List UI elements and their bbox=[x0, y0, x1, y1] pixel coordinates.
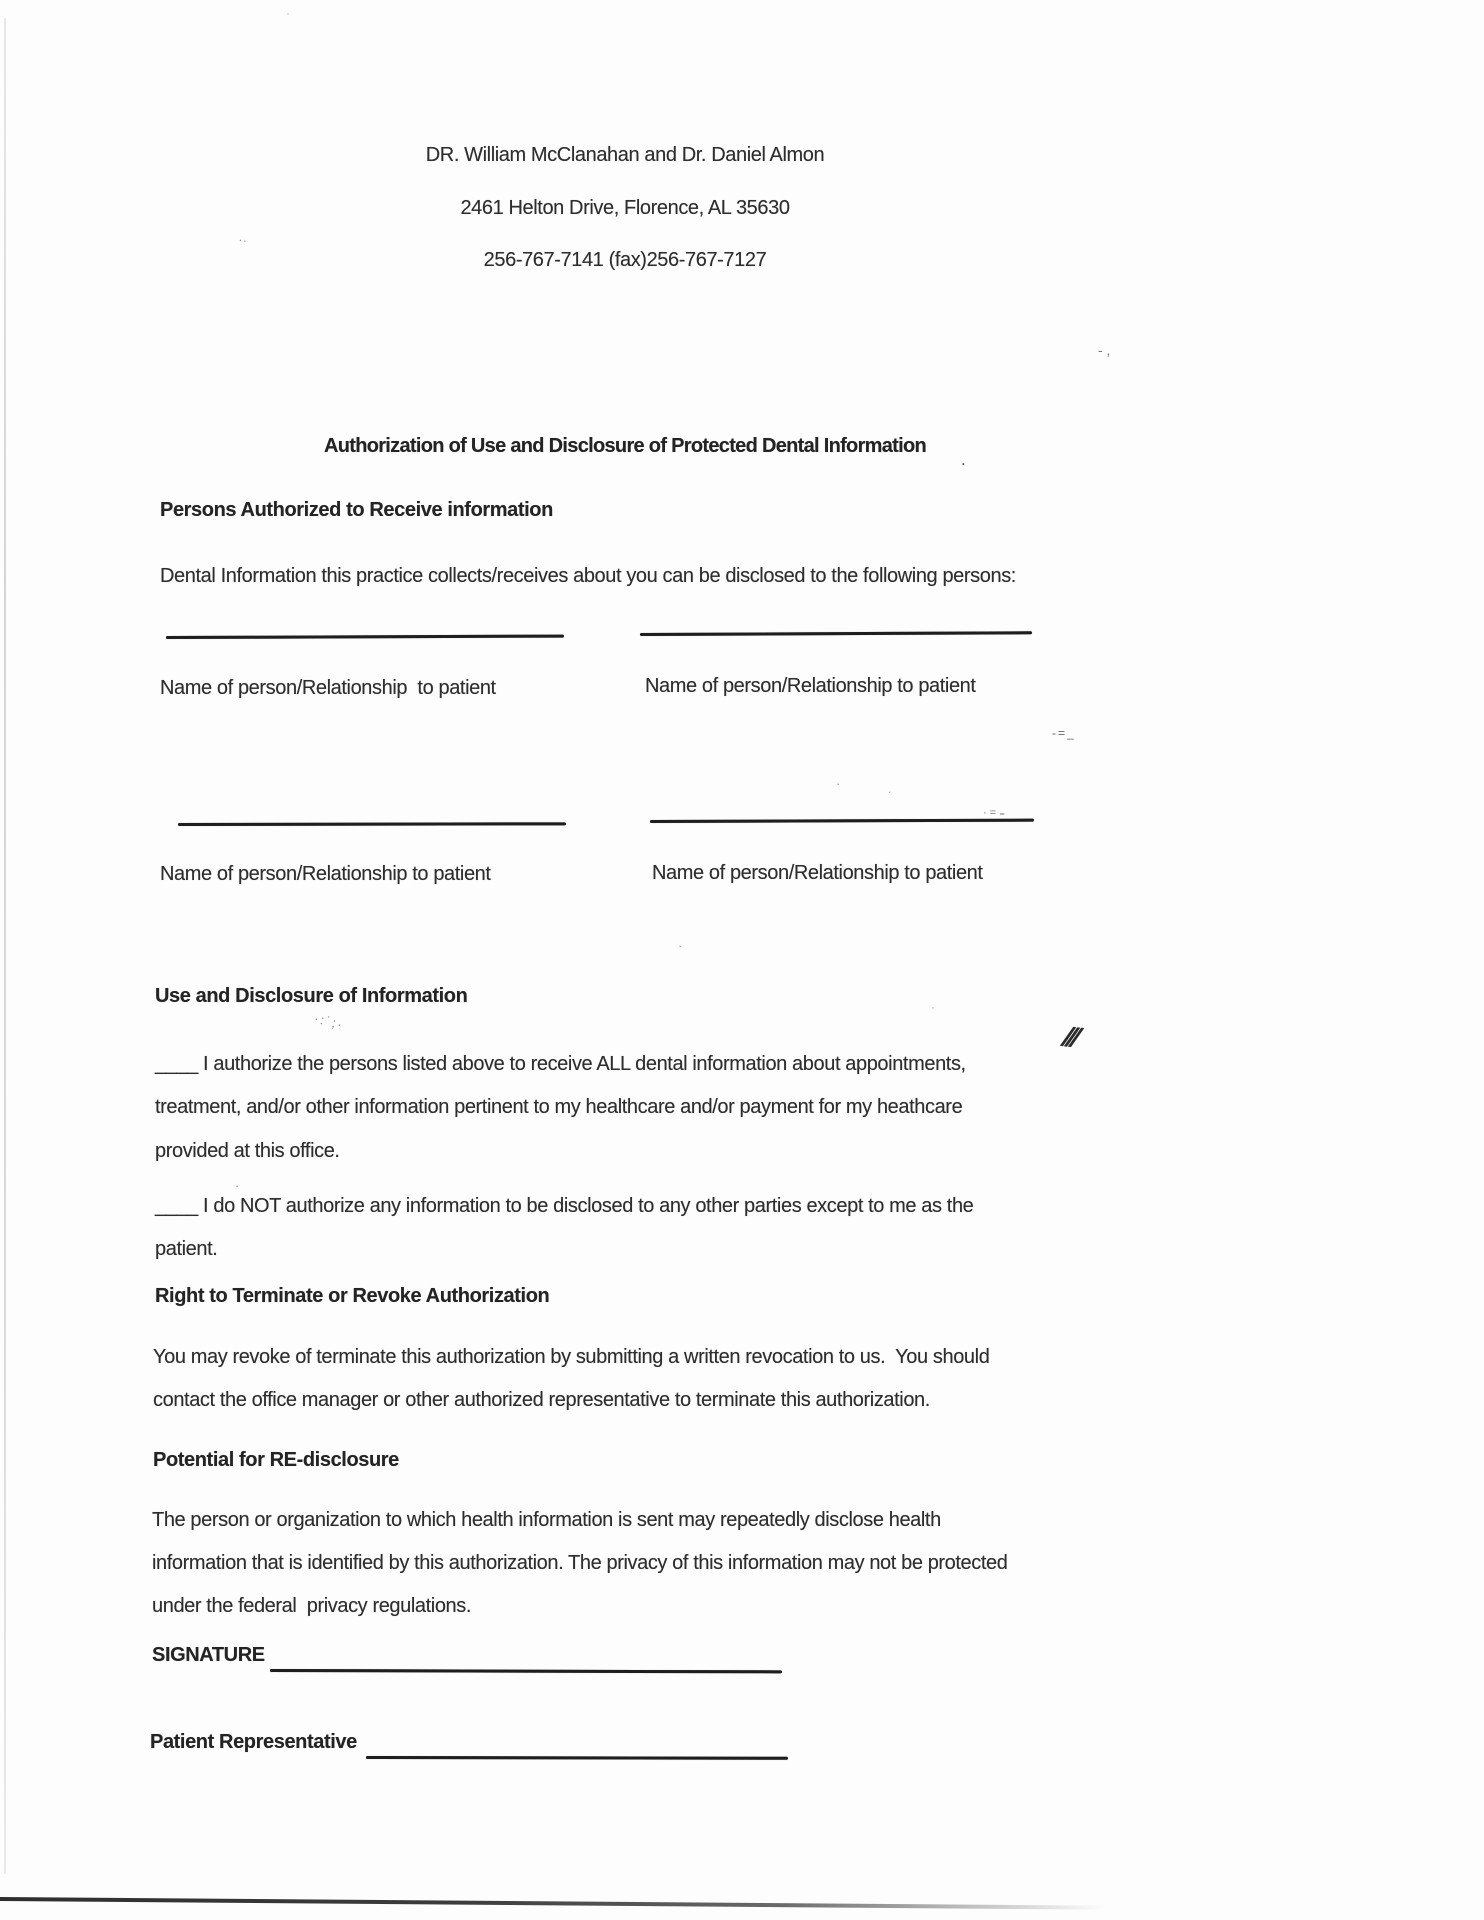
recipient-4-label: Name of person/Relationship to patient bbox=[652, 862, 983, 884]
scan-speck: · bbox=[836, 776, 841, 791]
authorize-option-line[interactable]: ____ I authorize the persons listed above to receive ALL dental information about appointments, bbox=[155, 1053, 966, 1075]
no-authorize-option-line: patient. bbox=[155, 1238, 218, 1260]
terminate-paragraph-line: You may revoke of terminate this authorization by submitting a written revocation to us. You should bbox=[153, 1346, 990, 1368]
no-authorize-option-line[interactable]: ____ I do NOT authorize any information to be disclosed to any other parties except to me as the bbox=[155, 1195, 974, 1217]
scan-speck: · = ₌ bbox=[983, 807, 1006, 819]
use-disclosure-heading: Use and Disclosure of Information bbox=[155, 985, 468, 1007]
scan-speck: -=_ bbox=[1052, 726, 1076, 740]
recipient-1-label: Name of person/Relationship to patient bbox=[160, 677, 496, 699]
redisclosure-paragraph-line: information that is identified by this authorization. The privacy of this information may not be protected bbox=[152, 1552, 1008, 1574]
recipients-intro: Dental Information this practice collects/receives about you can be disclosed to the following persons: bbox=[160, 565, 1016, 587]
form-title: Authorization of Use and Disclosure of Protected Dental Information bbox=[323, 435, 927, 457]
practice-phone-fax: 256-767-7141 (fax)256-767-7127 bbox=[483, 249, 767, 271]
redisclosure-paragraph-line: The person or organization to which health information is sent may repeatedly disclose health bbox=[152, 1509, 941, 1531]
signature-fill-line[interactable] bbox=[270, 1669, 782, 1673]
practice-address: 2461 Helton Drive, Florence, AL 35630 bbox=[460, 197, 790, 219]
scan-speck: · bbox=[678, 938, 683, 953]
practice-name: DR. William McClanahan and Dr. Daniel Almon bbox=[425, 144, 825, 166]
authorize-option-line: treatment, and/or other information pertinent to my healthcare and/or payment for my heathcare bbox=[155, 1096, 963, 1118]
scan-speck: . bbox=[888, 782, 892, 796]
recipient-3-label: Name of person/Relationship to patient bbox=[160, 863, 491, 885]
scan-speck: · bbox=[286, 6, 290, 20]
scan-speck: · bbox=[931, 1000, 935, 1014]
scan-speck: ·. bbox=[235, 231, 248, 247]
signature-label: SIGNATURE bbox=[152, 1644, 265, 1666]
scan-edge-artifact bbox=[4, 18, 6, 1874]
recipient-2-label: Name of person/Relationship to patient bbox=[645, 675, 976, 697]
redisclosure-paragraph-line: under the federal privacy regulations. bbox=[152, 1595, 472, 1617]
terminate-heading: Right to Terminate or Revoke Authorization bbox=[155, 1285, 550, 1307]
recipient-4-fill-line[interactable] bbox=[650, 819, 1034, 823]
redisclosure-heading: Potential for RE-disclosure bbox=[153, 1449, 399, 1471]
recipient-3-fill-line[interactable] bbox=[178, 822, 566, 826]
scan-speck: - , bbox=[1098, 342, 1111, 358]
scan-speck: . bbox=[961, 450, 966, 469]
terminate-paragraph-line: contact the office manager or other authorized representative to terminate this authorization. bbox=[153, 1389, 930, 1411]
recipient-2-fill-line[interactable] bbox=[640, 631, 1032, 636]
recipient-1-fill-line[interactable] bbox=[166, 635, 564, 639]
ink-squiggle-artifact: /// bbox=[1056, 1021, 1085, 1053]
patient-representative-label: Patient Representative bbox=[150, 1731, 357, 1753]
scan-smudge: ·:˙;· bbox=[312, 1010, 346, 1033]
recipients-heading: Persons Authorized to Receive information bbox=[160, 499, 553, 521]
authorize-option-line: provided at this office. bbox=[155, 1140, 340, 1162]
scan-bottom-line-artifact bbox=[0, 1897, 1152, 1910]
patient-representative-fill-line[interactable] bbox=[366, 1756, 788, 1760]
scan-speck: · bbox=[235, 1178, 240, 1193]
